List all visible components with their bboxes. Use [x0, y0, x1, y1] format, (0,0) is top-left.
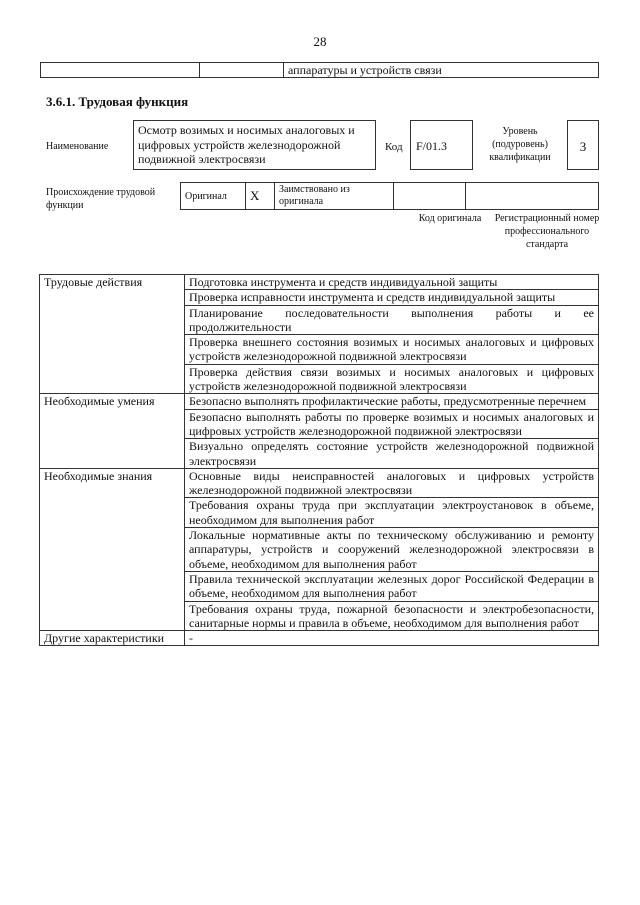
level-label-text: Уровень (подуровень) квалификации — [489, 126, 551, 163]
section-label: Необходимые знания — [40, 468, 185, 630]
table-row — [40, 468, 599, 498]
section-label: Необходимые умения — [40, 394, 185, 468]
origin-label — [46, 186, 171, 212]
section-label: Другие характеристики — [40, 631, 185, 646]
table-cell: Визуально определять состояние устройств железнодорожной подвижной электросвязи — [185, 439, 599, 469]
section-label: Трудовые действия — [40, 275, 185, 394]
code-value: F/01.3 — [410, 120, 473, 170]
table-cell: Проверка действия связи возимых и носимых аналоговых и цифровых устройств железнодорожной подвижной электросвязи — [185, 364, 599, 394]
reg-number-cell — [466, 183, 599, 210]
table-row — [40, 275, 599, 290]
table-cell: Требования охраны труда, пожарной безопасности и электробезопасности, санитарные нормы и правила в объеме, необходимом для выполнения работ — [185, 601, 599, 631]
table-cell: Правила технической эксплуатации железных дорог Российской Федерации в объеме, необходимом для выполнения работ — [185, 571, 599, 601]
empty-cell — [41, 63, 200, 78]
table-cell: Безопасно выполнять профилактические работы, предусмотренные перечнем — [185, 394, 599, 409]
function-name: Осмотр возимых и носимых аналоговых и цифровых устройств железнодорожной подвижной электросвязи — [133, 120, 376, 170]
original-label: Оригинал — [181, 183, 246, 210]
code-label: Код — [385, 141, 403, 153]
original-mark: X — [246, 183, 275, 210]
origin-label-text: Происхождение трудовой функции — [46, 187, 156, 211]
table-cell: Безопасно выполнять работы по проверке возимых и носимых аналоговых и цифровых устройств железнодорожной подвижной электросвязи — [185, 409, 599, 439]
table-cell: - — [185, 631, 599, 646]
table-row — [40, 631, 599, 646]
table-cell: Основные виды неисправностей аналоговых и цифровых устройств железнодорожной подвижной электросвязи — [185, 468, 599, 498]
original-code-cell — [394, 183, 466, 210]
table-cell: Проверка исправности инструмента и средств индивидуальной защиты — [185, 290, 599, 305]
borrowed-label: Заимствовано из оригинала — [275, 183, 394, 210]
page-number: 28 — [313, 34, 327, 49]
reg-number-caption: Регистрационный номер профессионального стандарта — [494, 213, 600, 250]
name-label: Наименование — [46, 141, 109, 152]
origin-table — [180, 182, 599, 210]
continuation-table — [40, 62, 599, 78]
table-cell: Подготовка инструмента и средств индивидуальной защиты — [185, 275, 599, 290]
table-cell: Требования охраны труда при эксплуатации электроустановок в объеме, необходимом для выполнения работ — [185, 498, 599, 528]
code-original-caption: Код оригинала — [418, 213, 482, 224]
section-title: 3.6.1. Трудовая функция — [46, 94, 189, 109]
level-label — [481, 125, 559, 164]
level-value: 3 — [567, 120, 599, 170]
table-row — [40, 394, 599, 409]
continuation-text: аппаратуры и устройств связи — [284, 63, 599, 78]
table-cell: Проверка внешнего состояния возимых и носимых аналоговых и цифровых устройств железнодорожной подвижной электросвязи — [185, 335, 599, 365]
function-details-table — [39, 274, 599, 646]
empty-cell — [200, 63, 284, 78]
table-cell: Планирование последовательности выполнения работы и ее продолжительности — [185, 305, 599, 335]
table-cell: Локальные нормативные акты по техническому обслуживанию и ремонту аппаратуры, устройств и сооружений железнодорожной электросвязи в объеме, необходимом для выполнения работ — [185, 528, 599, 572]
